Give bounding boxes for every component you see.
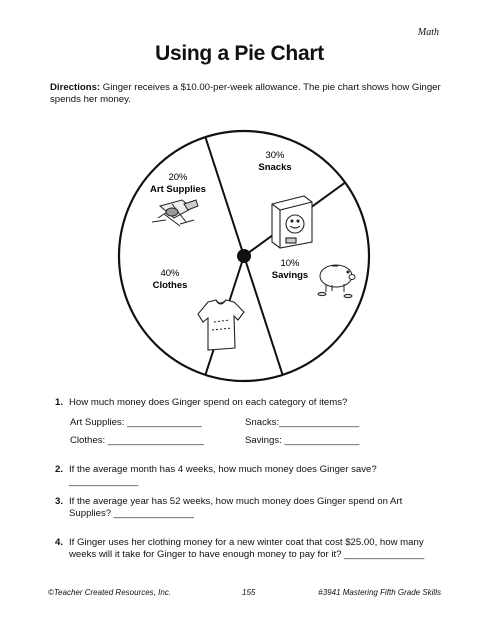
piggy-bank-icon	[318, 265, 355, 298]
footer-page-number: 155	[242, 588, 256, 597]
pie-slice-percent: 30%	[265, 150, 285, 161]
question-4	[55, 537, 450, 561]
page-title: Using a Pie Chart	[155, 42, 324, 65]
question-2	[55, 464, 450, 488]
pie-slice-label: Savings	[271, 270, 309, 281]
art-supplies-icon	[152, 200, 198, 226]
blank-art-supplies[interactable]: Art Supplies: ______________	[70, 417, 202, 428]
pie-slice-percent: 20%	[168, 172, 188, 183]
pie-slice-divider	[205, 137, 244, 256]
directions-label: Directions:	[50, 82, 101, 93]
pie-slice-percent: 10%	[280, 258, 300, 269]
blank-clothes[interactable]: Clothes: __________________	[70, 435, 204, 446]
question-4-text: If Ginger uses her clothing money for a new winter coat that cost $25.00, how many weeks will it take for Ginger to have enough money to pay for it? _______________	[69, 537, 425, 560]
directions	[50, 82, 445, 106]
pie-slice-label: Snacks	[258, 162, 292, 173]
question-2-text: If the average month has 4 weeks, how much money does Ginger save?_____________	[69, 464, 377, 487]
question-1-text: How much money does Ginger spend on each category of items?	[69, 397, 348, 408]
question-1-number: 1.	[55, 397, 64, 408]
footer-copyright: ©Teacher Created Resources, Inc.	[48, 588, 171, 597]
pie-slice-percent: 40%	[160, 268, 180, 279]
directions-text: Ginger receives a $10.00-per-week allowance. The pie chart shows how Ginger spends her money.	[50, 82, 441, 105]
question-3	[55, 496, 450, 520]
pie-center-dot	[237, 249, 251, 263]
question-3-number: 3.	[55, 496, 64, 507]
question-2-number: 2.	[55, 464, 64, 475]
pie-slice-label: Clothes	[152, 280, 188, 291]
subject-label: Math	[417, 27, 439, 38]
blank-savings[interactable]: Savings: ______________	[245, 435, 360, 446]
question-1	[55, 397, 450, 409]
pie-chart	[110, 128, 380, 388]
pie-slice-label: Art Supplies	[150, 184, 206, 195]
footer-book-title: #3941 Mastering Fifth Grade Skills	[318, 588, 441, 597]
blank-snacks[interactable]: Snacks:_______________	[245, 417, 360, 428]
question-3-text: If the average year has 52 weeks, how much money does Ginger spend on Art Supplies? _______________	[69, 496, 403, 519]
question-4-number: 4.	[55, 537, 64, 548]
tshirt-icon	[198, 300, 244, 350]
snacks-box-icon	[272, 196, 312, 248]
